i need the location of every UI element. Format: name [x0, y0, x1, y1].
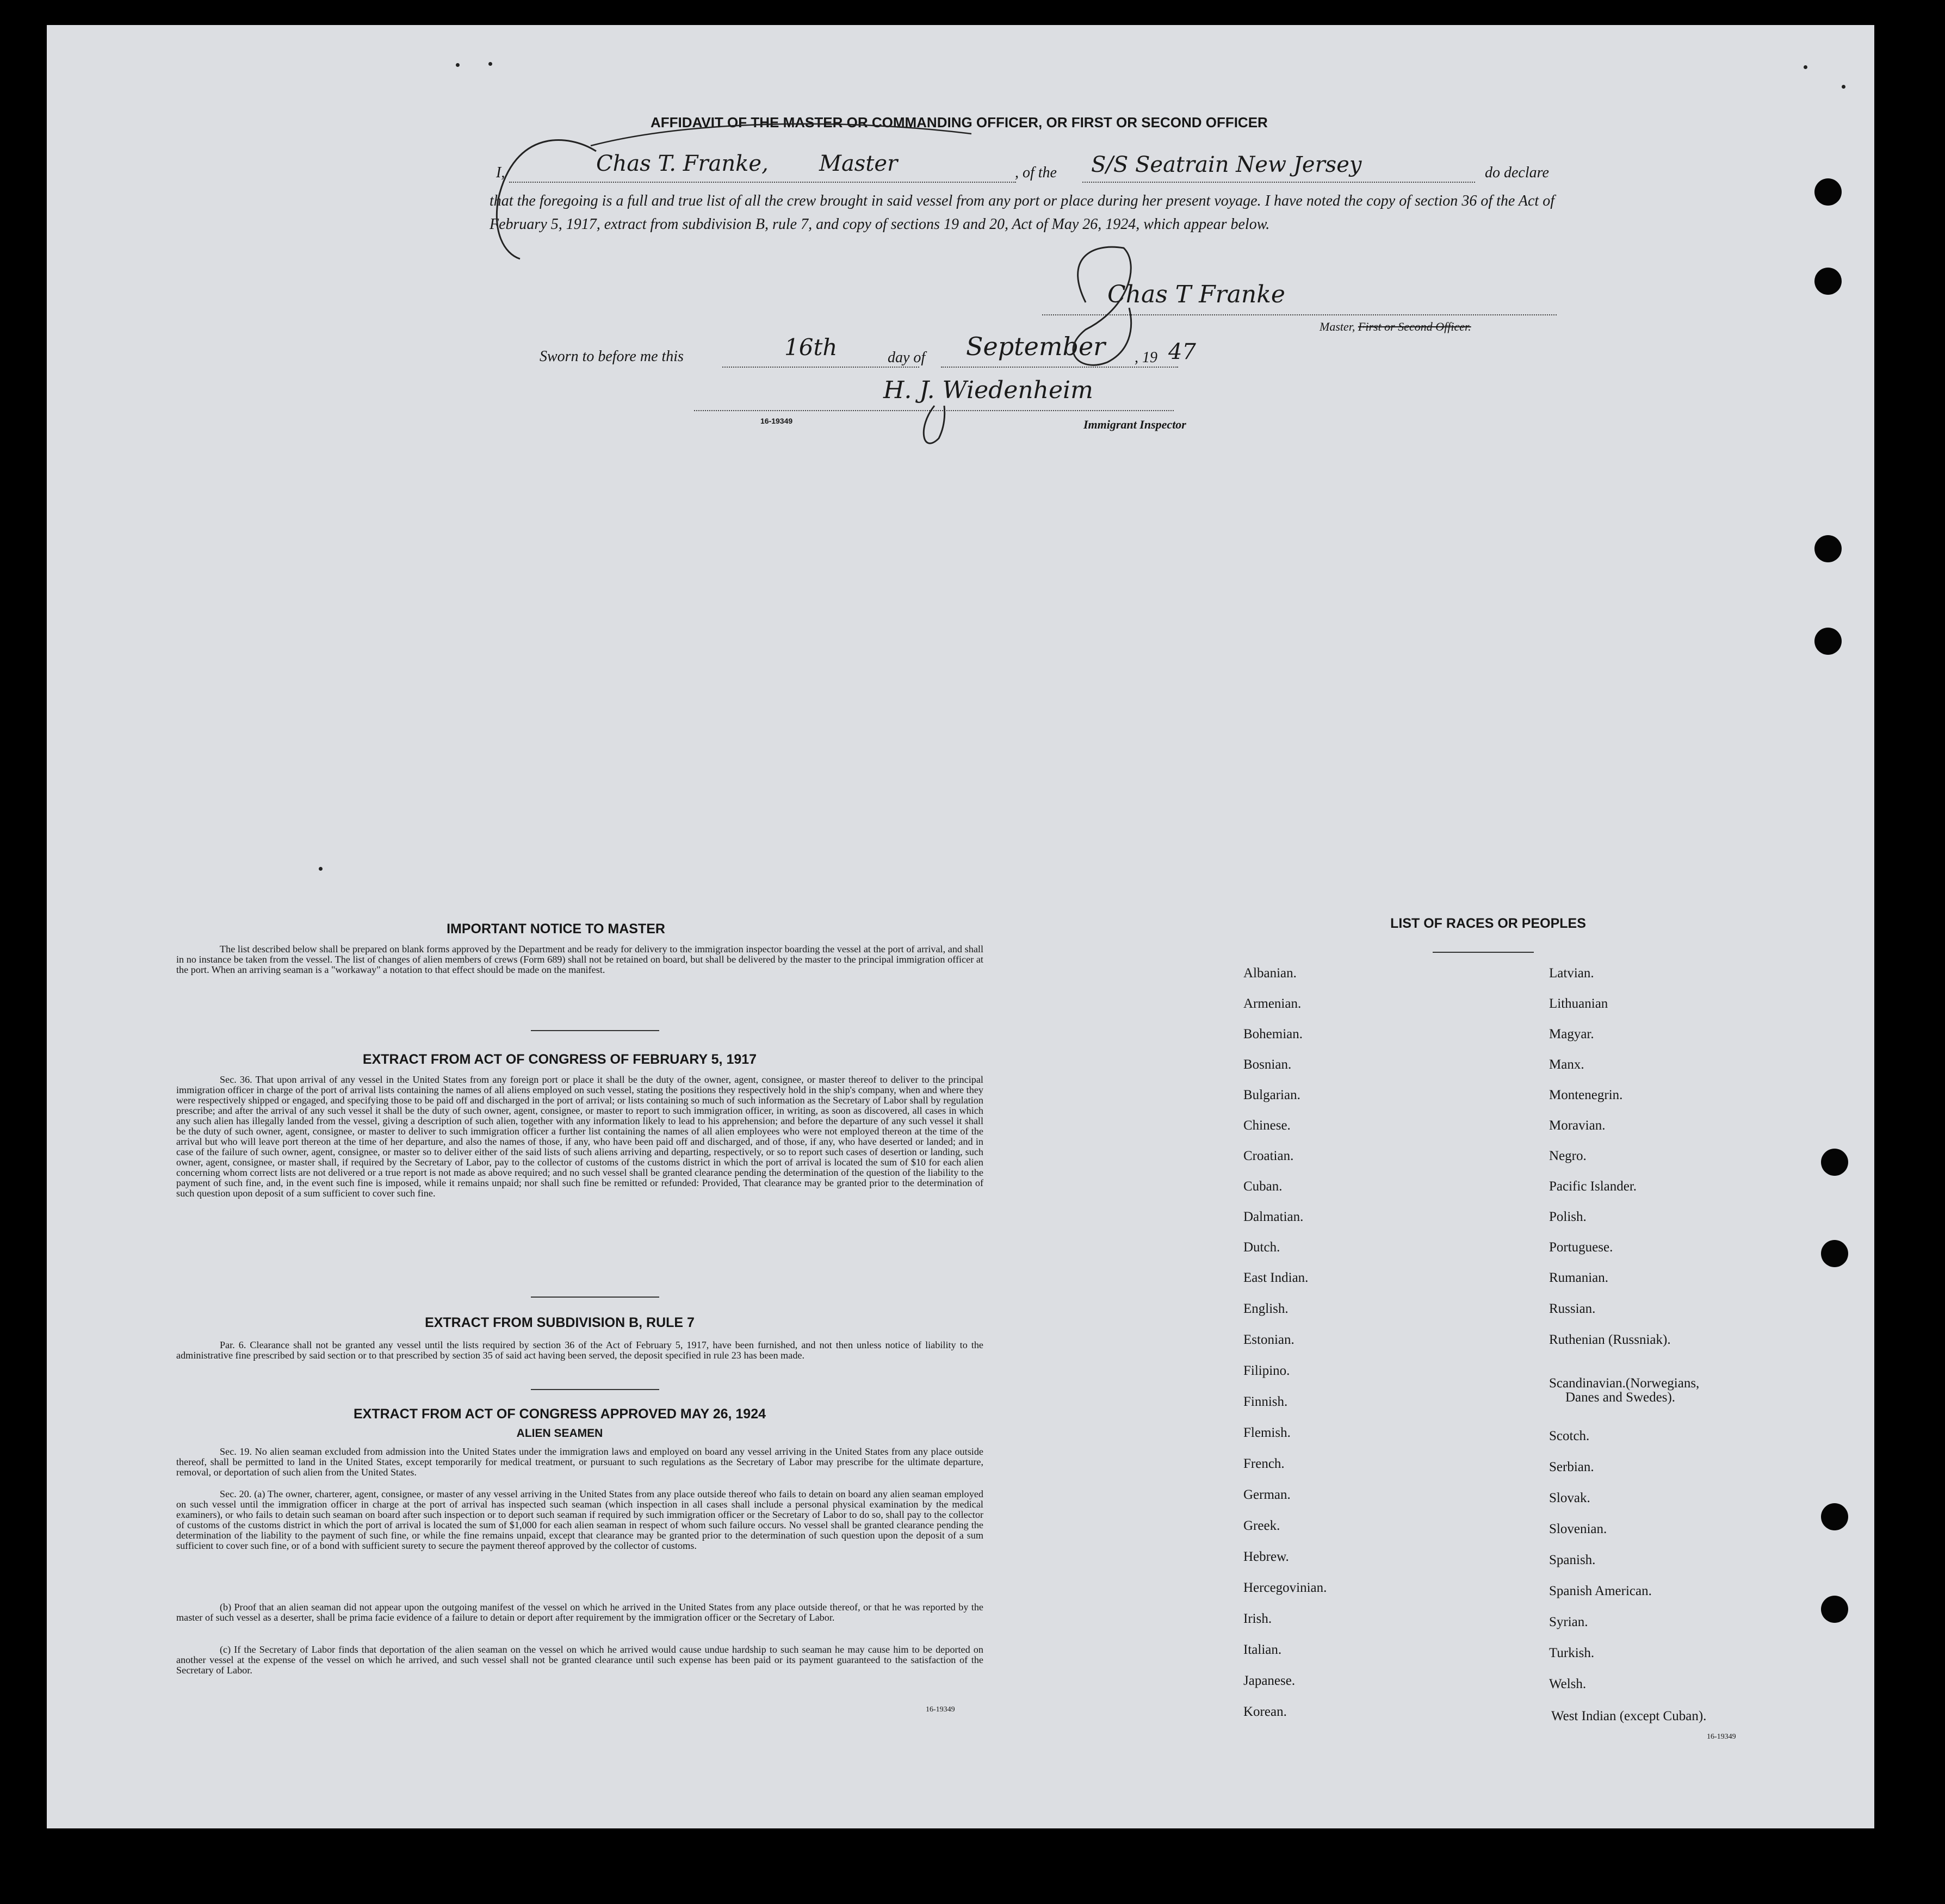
extract-rule7-title: EXTRACT FROM SUBDIVISION B, RULE 7: [425, 1315, 695, 1330]
race-item: Bulgarian.: [1243, 1088, 1300, 1102]
handwritten-day: 16th: [784, 334, 838, 361]
race-item: Scandinavian.(Norwegians,: [1549, 1376, 1700, 1391]
race-item: Lithuanian: [1549, 996, 1608, 1011]
race-item: Montenegrin.: [1549, 1088, 1623, 1102]
master-signature: Chas T Franke: [1107, 281, 1285, 308]
affidavit-title: AFFIDAVIT OF THE MASTER OR COMMANDING OFFICER, OR FIRST OR SECOND OFFICER: [651, 114, 1268, 131]
race-item: Syrian.: [1549, 1615, 1588, 1629]
race-item: Japanese.: [1243, 1673, 1296, 1688]
race-item: Ruthenian (Russniak).: [1549, 1332, 1671, 1347]
races-title: LIST OF RACES OR PEOPLES: [1390, 916, 1586, 931]
handwritten-year: 47: [1168, 339, 1196, 364]
extract-1924-subtitle: ALIEN SEAMEN: [516, 1427, 603, 1440]
race-item: Slovak.: [1549, 1491, 1590, 1505]
race-item: Serbian.: [1549, 1460, 1594, 1474]
race-item: Dutch.: [1243, 1240, 1280, 1255]
race-item: West Indian (except Cuban).: [1551, 1709, 1707, 1723]
inspector-signature: H. J. Wiedenheim: [883, 376, 1093, 404]
signer-role-prefix: Master,: [1320, 320, 1358, 333]
form-number-top: 16-19349: [760, 417, 793, 425]
race-item: Pacific Islander.: [1549, 1179, 1637, 1194]
divider: [531, 1389, 659, 1390]
race-item: English.: [1243, 1301, 1289, 1316]
race-item: Albanian.: [1243, 966, 1297, 981]
race-item: Negro.: [1549, 1149, 1587, 1163]
form-number-bottom-right: 16-19349: [1707, 1733, 1736, 1741]
race-item: Greek.: [1243, 1518, 1280, 1533]
race-item: Filipino.: [1243, 1363, 1290, 1378]
of-the-label: , of the: [1015, 164, 1057, 181]
race-item: Armenian.: [1243, 996, 1302, 1011]
extract-1917-text: Sec. 36. That upon arrival of any vessel in the United States from any foreign port or place it shall be the duty of the owner, agent, consignee, or master thereof to deliver to the principal immigration officer in charge of the port of arrival lists containing the names of all aliens employed on such vessel, stating the positions they respectively hold in the ship's company, when and where they were respectively shipped or engaged, and specifying those to be paid off and discharged in the port of arrival; or lists containing so much of such information as the Secretary of Labor shall by regulation prescribe; and after the arrival of any such vessel it shall be the duty of such owner, agent, consignee, or master to report to such immigration officer, in writing, as soon as discovered, all cases in which any such alien has illegally landed from the vessel, giving a description of such alien, together with any information likely to lead to his apprehension; and before the departure of any such vessel it shall be the duty of such owner, agent, consignee, or master to deliver to such immigration officer a further list containing the names of all alien employees who were not employed thereon at the time of the arrival but who will leave port thereon at the time of her departure, and also the names of those, if any, who have been paid off and discharged, and of those, if any, who have deserted or landed; and in case of the failure of such owner, agent, consignee, or master so to deliver either of the said lists of such aliens arriving and departing, respectively, or so to report such cases of desertion or landing, such owner, agent, consignee, or master shall, if required by the Secretary of Labor, pay to the collector of customs of the customs district in which the port of arrival is located the sum of $10 for each alien concerning whom correct lists are not delivered or a true report is not made as above required; and no such vessel shall be granted clearance pending the determination of the question of the liability to the payment of such fine, and, in the event such fine is imposed, while it remains unpaid; nor shall such fine be remitted or refunded: Provided, That clearance may be granted prior to the determination of such question upon deposit of a sum sufficient to cover such fine.: [176, 1074, 983, 1199]
race-item: Hercegovinian.: [1243, 1580, 1327, 1595]
race-item: Rumanian.: [1549, 1270, 1609, 1285]
race-item: Spanish.: [1549, 1553, 1596, 1567]
year-prefix: , 19: [1135, 349, 1157, 366]
race-item: Dalmatian.: [1243, 1210, 1304, 1224]
race-item: German.: [1243, 1487, 1291, 1502]
race-item: Korean.: [1243, 1704, 1287, 1719]
race-item: Slovenian.: [1549, 1522, 1607, 1536]
affidavit-i-label: I,: [496, 164, 505, 181]
race-item: Manx.: [1549, 1057, 1584, 1072]
race-item: Italian.: [1243, 1642, 1282, 1657]
form-number-bottom-left: 16-19349: [926, 1705, 955, 1714]
race-item: Russian.: [1549, 1301, 1596, 1316]
inspector-label: Immigrant Inspector: [1083, 418, 1186, 431]
document-page: [47, 25, 1874, 1828]
day-of-label: day of: [888, 349, 926, 366]
sec20b-text: (b) Proof that an alien seaman did not appear upon the outgoing manifest of the vessel on which he arrived in the United States from any place outside thereof, or that he was reported by the master of such vessel as a deserter, shall be prima facie evidence of a failure to detain or deport after requirement by the immigration officer or the Secretary of Labor.: [176, 1602, 983, 1623]
race-item: Magyar.: [1549, 1027, 1594, 1041]
race-item: Latvian.: [1549, 966, 1594, 981]
signer-role-struck: First or Second Officer.: [1358, 320, 1471, 333]
sec20a-text: Sec. 20. (a) The owner, charterer, agent, consignee, or master of any vessel arriving in the United States from any place outside thereof who fails to detain on board any alien seaman employed on such vessel until the immigration officer in charge at the port of arrival has inspected such seaman (which inspection in all cases shall include a personal physical examination by the medical examiners), or who fails to detain such seaman on board after such inspection or to deport such seaman if required by such immigration officer or the Secretary of Labor to do so, shall pay to the collector of customs of the customs district in which the port of arrival is located the sum of $1,000 for each alien seaman in respect of whom such failure occurs. No vessel shall be granted clearance pending the determination of the liability to the payment of such fine, or while the fine remains unpaid, except that clearance may be granted prior to the determination of such question upon the deposit of a sum sufficient to cover such fine, or of a bond with sufficient surety to secure the payment thereof approved by the collector of customs.: [176, 1489, 983, 1551]
race-item: Flemish.: [1243, 1425, 1291, 1440]
race-item: Bohemian.: [1243, 1027, 1303, 1041]
race-item: Bosnian.: [1243, 1057, 1292, 1072]
divider: [531, 1297, 659, 1298]
extract-1924-title: EXTRACT FROM ACT OF CONGRESS APPROVED MAY 26, 1924: [353, 1406, 766, 1422]
sec19-text: Sec. 19. No alien seaman excluded from admission into the United States under the immigration laws and employed on board any vessel arriving in the United States from any place outside thereof, shall be permitted to land in the United States, except temporarily for medical treatment, or pursuant to such regulations as the Secretary of Labor may prescribe for the ultimate departure, removal, or deportation of such alien from the United States.: [176, 1446, 983, 1478]
extract-1917-title: EXTRACT FROM ACT OF CONGRESS OF FEBRUARY 5, 1917: [362, 1052, 757, 1067]
race-item: Estonian.: [1243, 1332, 1294, 1347]
race-item: Moravian.: [1549, 1118, 1606, 1133]
divider: [531, 1030, 659, 1031]
race-item: Chinese.: [1243, 1118, 1291, 1133]
punch-hole: [1821, 1240, 1848, 1267]
handwritten-master-title: Master: [819, 151, 898, 176]
do-declare-label: do declare: [1485, 164, 1549, 181]
notice-title: IMPORTANT NOTICE TO MASTER: [447, 921, 665, 937]
notice-text: The list described below shall be prepared on blank forms approved by the Department and be ready for delivery to the immigration inspector boarding the vessel at the port of arrival, and shall in no instance be taken from the vessel. The list of changes of alien members of crews (Form 689) shall not be retained on board, but shall be delivered by the master to the principal immigration officer at the port. When an arriving seaman is a "workaway" a notation to that effect should be made on the manifest.: [176, 944, 983, 975]
race-item: Scotch.: [1549, 1429, 1590, 1443]
sec20c-text: (c) If the Secretary of Labor finds that deportation of the alien seaman on the vessel on which he arrived would cause undue hardship to such seaman he may cause him to be deported on another vessel at the expense of the vessel on which he arrived, and such vessel shall not be granted clearance until such expense has been paid or its payment guaranteed to the satisfaction of the Secretary of Labor.: [176, 1644, 983, 1676]
race-item: Welsh.: [1549, 1677, 1587, 1691]
punch-hole: [1821, 1503, 1848, 1530]
races-divider: [1433, 952, 1534, 953]
punch-hole: [1821, 1149, 1848, 1176]
race-item: Danes and Swedes).: [1565, 1390, 1676, 1405]
handwritten-master-name: Chas T. Franke,: [596, 151, 769, 176]
race-item: Spanish American.: [1549, 1584, 1652, 1598]
punch-hole: [1821, 1596, 1848, 1623]
punch-hole: [1814, 535, 1842, 562]
race-item: Cuban.: [1243, 1179, 1283, 1194]
race-item: East Indian.: [1243, 1270, 1309, 1285]
race-item: Polish.: [1549, 1210, 1587, 1224]
affidavit-body: that the foregoing is a full and true list of all the crew brought in said vessel from any port or place during her present voyage. I have noted the copy of section 36 of the Act of February 5, 1917, extract from subdivision B, rule 7, and copy of sections 19 and 20, Act of May 26, 1924, which appear below.: [490, 193, 1554, 233]
race-item: Hebrew.: [1243, 1549, 1289, 1564]
handwritten-vessel-name: S/S Seatrain New Jersey: [1091, 152, 1362, 177]
sworn-label: Sworn to before me this: [540, 348, 684, 365]
race-item: Irish.: [1243, 1611, 1272, 1626]
extract-rule7-text: Par. 6. Clearance shall not be granted any vessel until the lists required by section 36 of the Act of February 5, 1917, have been furnished, and not then unless notice of liability to the administrative fine prescribed by said section or to that prescribed by section 35 of said act having been served, the deposit specified in rule 23 has been made.: [176, 1339, 983, 1361]
race-item: Croatian.: [1243, 1149, 1294, 1163]
race-item: Turkish.: [1549, 1646, 1595, 1660]
speck: [319, 867, 323, 871]
race-item: Finnish.: [1243, 1394, 1288, 1409]
handwritten-month: September: [966, 332, 1106, 361]
pen-strokes: [47, 25, 1874, 471]
race-item: Portuguese.: [1549, 1240, 1613, 1255]
punch-hole: [1814, 628, 1842, 655]
race-item: French.: [1243, 1456, 1285, 1471]
